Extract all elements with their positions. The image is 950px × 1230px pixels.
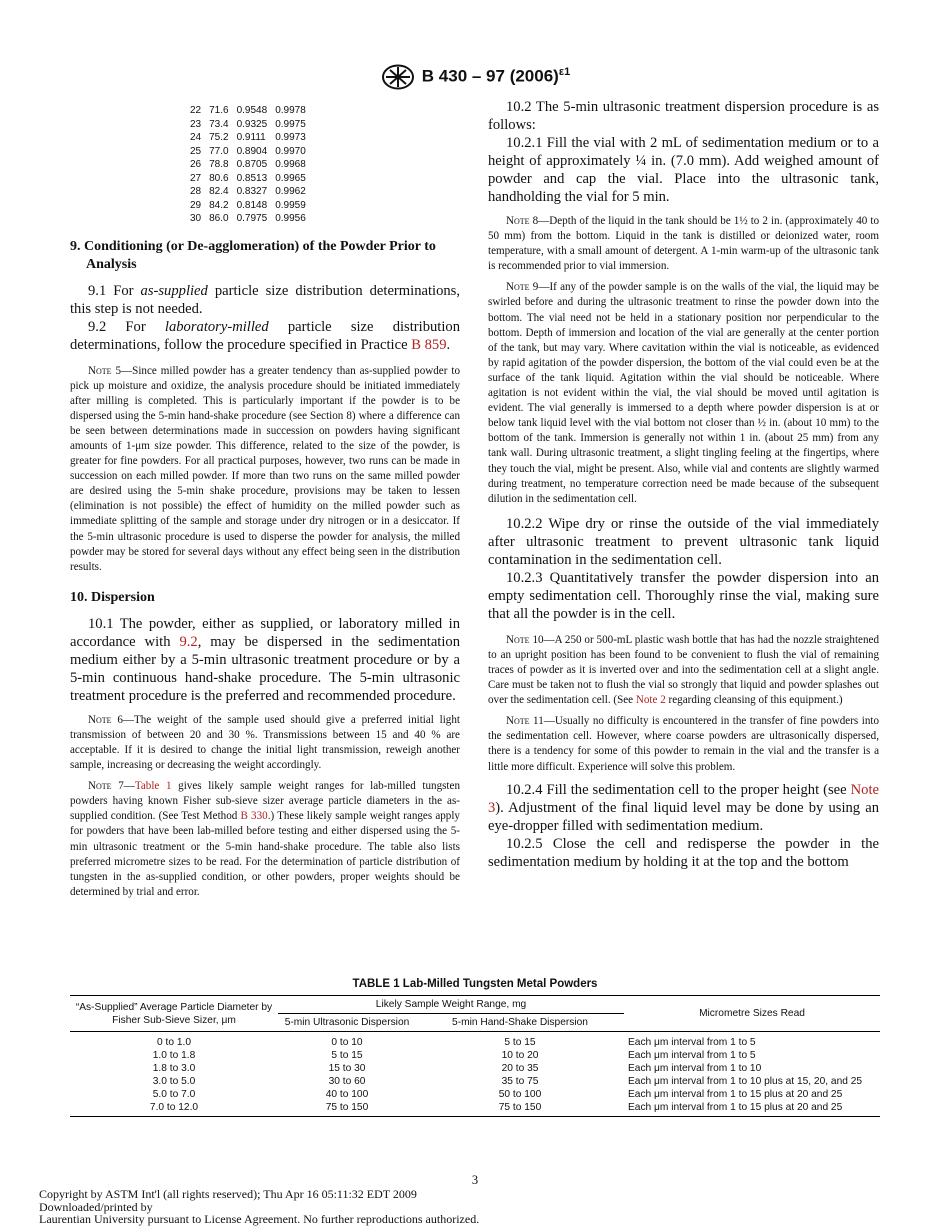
paragraph-9-2: 9.2 For laboratory-milled particle size distribution determinations, follow the procedure specified in Practice B 859. xyxy=(70,318,461,353)
table-row xyxy=(190,104,314,118)
table-1-cell: Each μm interval from 1 to 15 plus at 20 and 25 xyxy=(628,1102,843,1113)
table-cell: 23 xyxy=(190,118,202,130)
table-cell: 0.9548 xyxy=(236,105,268,116)
link-b859[interactable]: B 859 xyxy=(411,336,447,353)
table-1-cell: 15 to 30 xyxy=(328,1063,366,1074)
footer xyxy=(39,1188,479,1226)
table-1-cell: 1.8 to 3.0 xyxy=(152,1063,196,1074)
link-note-2[interactable]: Note 2 xyxy=(635,694,666,707)
table-cell: 82.4 xyxy=(209,186,229,197)
table-row xyxy=(190,212,314,226)
table-cell: 0.9975 xyxy=(275,118,306,130)
table-1 xyxy=(70,978,880,1117)
table-cell: 0.8327 xyxy=(236,186,268,197)
table-1-cell: 7.0 to 12.0 xyxy=(149,1102,199,1113)
table-cell: 26 xyxy=(190,159,202,170)
table-cell: 80.6 xyxy=(209,172,229,184)
paragraph-10-2: 10.2 The 5-min ultrasonic treatment dispersion procedure is as follows: xyxy=(488,99,879,133)
table-cell: 0.9956 xyxy=(275,213,306,224)
paragraph-10-2-3: 10.2.3 Quantitatively transfer the powder dispersion into an empty sedimentation cell. Thoroughly rinse the vial, making sure that all the powder is in the cell. xyxy=(488,569,879,622)
note-9: Note 9—If any of the powder sample is on the walls of the vial, the liquid may be swirled before and during the ultrasonic treatment to rinse the powder down into the bottom. The vial need not be held in a stationary position nor perpendicular to the bottom. Depth of immersion and location of the vial are generally at the center portion of the tank, but may vary. Where cavitation within the vial is noticeable, as evidenced by rapid agitation of the powder dispersion, the bottom of the vial could even be at the surface of the tank liquid. Agitation within the vial should be noticeable. Where agitation is not evident within the vial, the vial should be moved until agitation is evident. The vial generally is immersed to a depth where powder dispersion is at or below tank liquid level with the vial bottom not closer than ½ in. (about 10 mm) to the bottom of the tank. Immersion is generally not within 1 in. (about 25 mm) from any tank wall. During ultrasonic treatment, a slight tingling feeling at the fingertips, where they touch the vial, might be present. Also, while vial and contents are slightly warmed during treatment, no temperature correction need be made because of the subsequent dilution in the sedimentation cell. xyxy=(488,281,879,505)
page-number: 3 xyxy=(471,1173,479,1187)
table-cell: 0.9325 xyxy=(236,118,268,130)
right-column xyxy=(488,98,879,871)
table-1-cell: 75 to 150 xyxy=(325,1102,369,1113)
table-cell: 84.2 xyxy=(209,199,229,211)
astm-logo-icon xyxy=(380,64,416,90)
table-row xyxy=(190,145,314,159)
table-cell: 0.8148 xyxy=(236,199,268,211)
table-cell: 30 xyxy=(190,213,202,224)
col-header-diameter: “As-Supplied” Average Particle Diameter by Fisher Sub-Sieve Sizer, μm xyxy=(70,996,278,1032)
data-table xyxy=(190,104,314,226)
table-cell: 0.9962 xyxy=(275,186,306,197)
note-8: Note 8—Depth of the liquid in the tank should be 1½ to 2 in. (approximately 40 to 50 mm) from the bottom. Liquid in the tank is distilled or deionized water, room temperature, with a small amount of detergent. A 1-min warm-up of the ultrasonic tank is recommended prior to vial immersion. xyxy=(488,215,879,273)
table-cell: 0.7975 xyxy=(236,213,268,224)
table-row xyxy=(190,131,314,145)
table-cell: 71.6 xyxy=(209,105,229,116)
table-1-cell: 0 to 1.0 xyxy=(157,1037,191,1048)
col-header-weight-range: Likely Sample Weight Range, mg xyxy=(278,996,624,1014)
table-cell: 29 xyxy=(190,199,202,211)
section-10-heading: 10. Dispersion xyxy=(70,589,155,605)
table-1-cell: 75 to 150 xyxy=(498,1102,542,1113)
table-1-cell: 30 to 60 xyxy=(328,1076,366,1087)
table-cell: 0.9968 xyxy=(275,159,306,170)
table-1-cell: 3.0 to 5.0 xyxy=(152,1076,196,1087)
table-cell: 73.4 xyxy=(209,118,229,130)
table-row xyxy=(190,185,314,199)
note-5: Note 5—Since milled powder has a greater tendency than as-supplied powder to pick up moisture and oxidize, the analysis procedure should be initiated immediately after milling is completed. This is particularly important if the powder is to be dispersed using the 5-min hand-shake procedure (see Section 8) where a difference can be seen between determinations made in succession on powders having significant amounts of 1-μm size powder. This difference, related to the size of the powder, is greater for fine powders. For all practical purposes, however, two runs can be made in succession on each milled powder. If more than two runs on the same milled powder are desired using the 5-min shake procedure, provisions may be taken to lessen (elimination is not possible) the effect of humidity on the milled powder such as immediate splitting of the sample and storage under dry nitrogen or in a desiccator. If the 5-min ultrasonic procedure is used to disperse the powder for analysis, the milled powder may be stored for several days without any effect being seen in the distribution results. xyxy=(70,364,460,573)
table-cell: 86.0 xyxy=(209,213,229,224)
table-1-cell: 10 to 20 xyxy=(501,1050,539,1061)
table-cell: 75.2 xyxy=(209,132,229,143)
table-cell: 0.9973 xyxy=(275,132,306,143)
table-cell: 22 xyxy=(190,105,202,116)
epsilon-superscript: ε1 xyxy=(558,65,571,78)
table-1-row xyxy=(70,1049,880,1062)
paragraph-10-2-2: 10.2.2 Wipe dry or rinse the outside of the vial immediately after ultrasonic treatment to prevent ultrasonic tank liquid contamination in the sedimentation cell. xyxy=(488,515,879,568)
note-7: Note 7—Table 1 gives likely sample weight ranges for lab-milled tungsten powders having known Fisher sub-sieve sizer average particle diameters in the as-supplied condition. (See Test Method B 330.) These likely sample weight ranges apply for powders that have been lab-milled before testing and either dispersed using the 5-min ultrasonic treatment or the 5-min hand-shake procedure. The table also lists preferred micrometre sizes to be read. For the determination of particle distribution of tungsten in the as-supplied condition, or other powders, proper weights should be determined by trial and error. xyxy=(70,780,460,898)
table-cell: 0.9970 xyxy=(275,145,306,157)
section-9-heading: 9. Conditioning (or De-agglomeration) of the Powder Prior to Analysis xyxy=(70,238,436,272)
link-b330[interactable]: B 330 xyxy=(240,810,268,823)
table-1-row xyxy=(70,1032,880,1050)
table-cell: 0.9978 xyxy=(275,105,306,116)
table-cell: 77.0 xyxy=(209,145,229,157)
table-cell: 0.8904 xyxy=(236,145,268,157)
table-1-cell: Each μm interval from 1 to 10 plus at 15, 20, and 25 xyxy=(628,1076,863,1087)
table-1-row xyxy=(70,1101,880,1117)
paragraph-10-2-5: 10.2.5 Close the cell and redisperse the powder in the sedimentation medium by holding it at the top and the bottom xyxy=(488,835,879,870)
table-1-cell: 5.0 to 7.0 xyxy=(152,1089,196,1100)
table-1-cell: Each μm interval from 1 to 5 xyxy=(628,1037,756,1048)
table-1-cell: 50 to 100 xyxy=(498,1089,542,1100)
table-cell: 78.8 xyxy=(209,159,229,170)
table-cell: 27 xyxy=(190,172,202,184)
table-cell: 28 xyxy=(190,186,202,197)
table-1-cell: Each μm interval from 1 to 5 xyxy=(628,1050,756,1061)
table-1-cell: 0 to 10 xyxy=(331,1037,363,1048)
paragraph-10-2-1: 10.2.1 Fill the vial with 2 mL of sedimentation medium or to a height of approximately ¼ in. (7.0 mm). Add weighed amount of powder and cap the vial. Place into the ultrasonic tank, handholding the vial for 5 min. xyxy=(488,135,879,205)
table-1-cell: 20 to 35 xyxy=(501,1063,539,1074)
table-1-cell: 5 to 15 xyxy=(331,1050,363,1061)
col-header-handshake: 5-min Hand-Shake Dispersion xyxy=(416,1014,624,1032)
table-1-cell: 40 to 100 xyxy=(325,1089,369,1100)
table-cell: 25 xyxy=(190,145,202,157)
table-row xyxy=(190,172,314,186)
table-row xyxy=(190,118,314,132)
table-row xyxy=(190,158,314,172)
table-cell: 0.8513 xyxy=(236,172,268,184)
link-9-2[interactable]: 9.2 xyxy=(179,633,198,650)
table-cell: 0.9111 xyxy=(236,132,266,143)
link-note-3[interactable]: Note 3 xyxy=(488,781,879,816)
col-header-ultrasonic: 5-min Ultrasonic Dispersion xyxy=(278,1014,416,1032)
table-1-cell: 5 to 15 xyxy=(504,1037,536,1048)
note-6: Note 6—The weight of the sample used should give a preferred initial light transmission of between 20 and 30 %. Transmissions between 15 and 40 % are acceptable. If it is desired to change the initial light transmission, reweigh another sample, increasing or decreasing the weight accordingly. xyxy=(70,713,460,772)
table-cell: 0.8705 xyxy=(236,159,268,170)
footer-line-3: Laurentian University pursuant to License Agreement. No further reproductions authorized. xyxy=(39,1212,480,1226)
paragraph-9-1: 9.1 For as-supplied particle size distribution determinations, this step is not needed. xyxy=(70,282,461,317)
note-11: Note 11—Usually no difficulty is encountered in the transfer of fine powders into the sedimentation cell. However, where coarse powders are ultrasonically dispersed, there is a tendency for some of this powder to remain in the vial and the transfer is a little more difficult. Experience will solve this problem. xyxy=(488,715,879,773)
table-1-row xyxy=(70,1062,880,1075)
page-header xyxy=(0,64,950,90)
table-1-title: TABLE 1 Lab-Milled Tungsten Metal Powders xyxy=(352,978,598,990)
table-cell: 0.9965 xyxy=(275,172,306,184)
note-10: Note 10—A 250 or 500-mL plastic wash bottle that has had the nozzle straightened to an upright position has been found to be convenient to flush the vial of remaining traces of powder as it is inverted over and into the sedimentation cell at a slight angle. Care must be taken not to flush the vial so strongly that liquid and powder splashes out over the sedimentation cell. (See Note 2 regarding cleansing of this equipment.) xyxy=(488,633,879,707)
link-table-1[interactable]: Table 1 xyxy=(134,780,172,793)
table-cell: 24 xyxy=(190,132,202,143)
table-1-cell: Each μm interval from 1 to 10 xyxy=(628,1063,762,1074)
paragraph-10-1: 10.1 The powder, either as supplied, or laboratory milled in accordance with 9.2, may be dispersed in the sedimentation medium either by a 5-min ultrasonic treatment procedure or by a 5-min continuous hand-shake procedure. The 5-min ultrasonic treatment procedure is the preferred and recommended procedure. xyxy=(70,615,461,704)
table-1-cell: 1.0 to 1.8 xyxy=(152,1050,196,1061)
table-cell: 0.9959 xyxy=(275,199,306,211)
footer-line-2: Downloaded/printed by xyxy=(39,1199,153,1214)
left-column xyxy=(70,98,460,906)
paragraph-10-2-4: 10.2.4 Fill the sedimentation cell to the proper height (see Note 3). Adjustment of the final liquid level may be done by using an eye-dropper filled with sedimentation medium. xyxy=(488,781,879,834)
designation: B 430 – 97 (2006) xyxy=(421,66,559,86)
table-1-cell: Each μm interval from 1 to 15 plus at 20 and 25 xyxy=(628,1089,843,1100)
table-row xyxy=(190,199,314,213)
table-1-row xyxy=(70,1088,880,1101)
footer-line-1: Copyright by ASTM Int'l (all rights reserved); Thu Apr 16 05:11:32 EDT 2009 xyxy=(39,1187,417,1201)
table-1-row xyxy=(70,1075,880,1088)
table-1-cell: 35 to 75 xyxy=(501,1076,539,1087)
col-header-micrometre: Micrometre Sizes Read xyxy=(624,996,880,1032)
